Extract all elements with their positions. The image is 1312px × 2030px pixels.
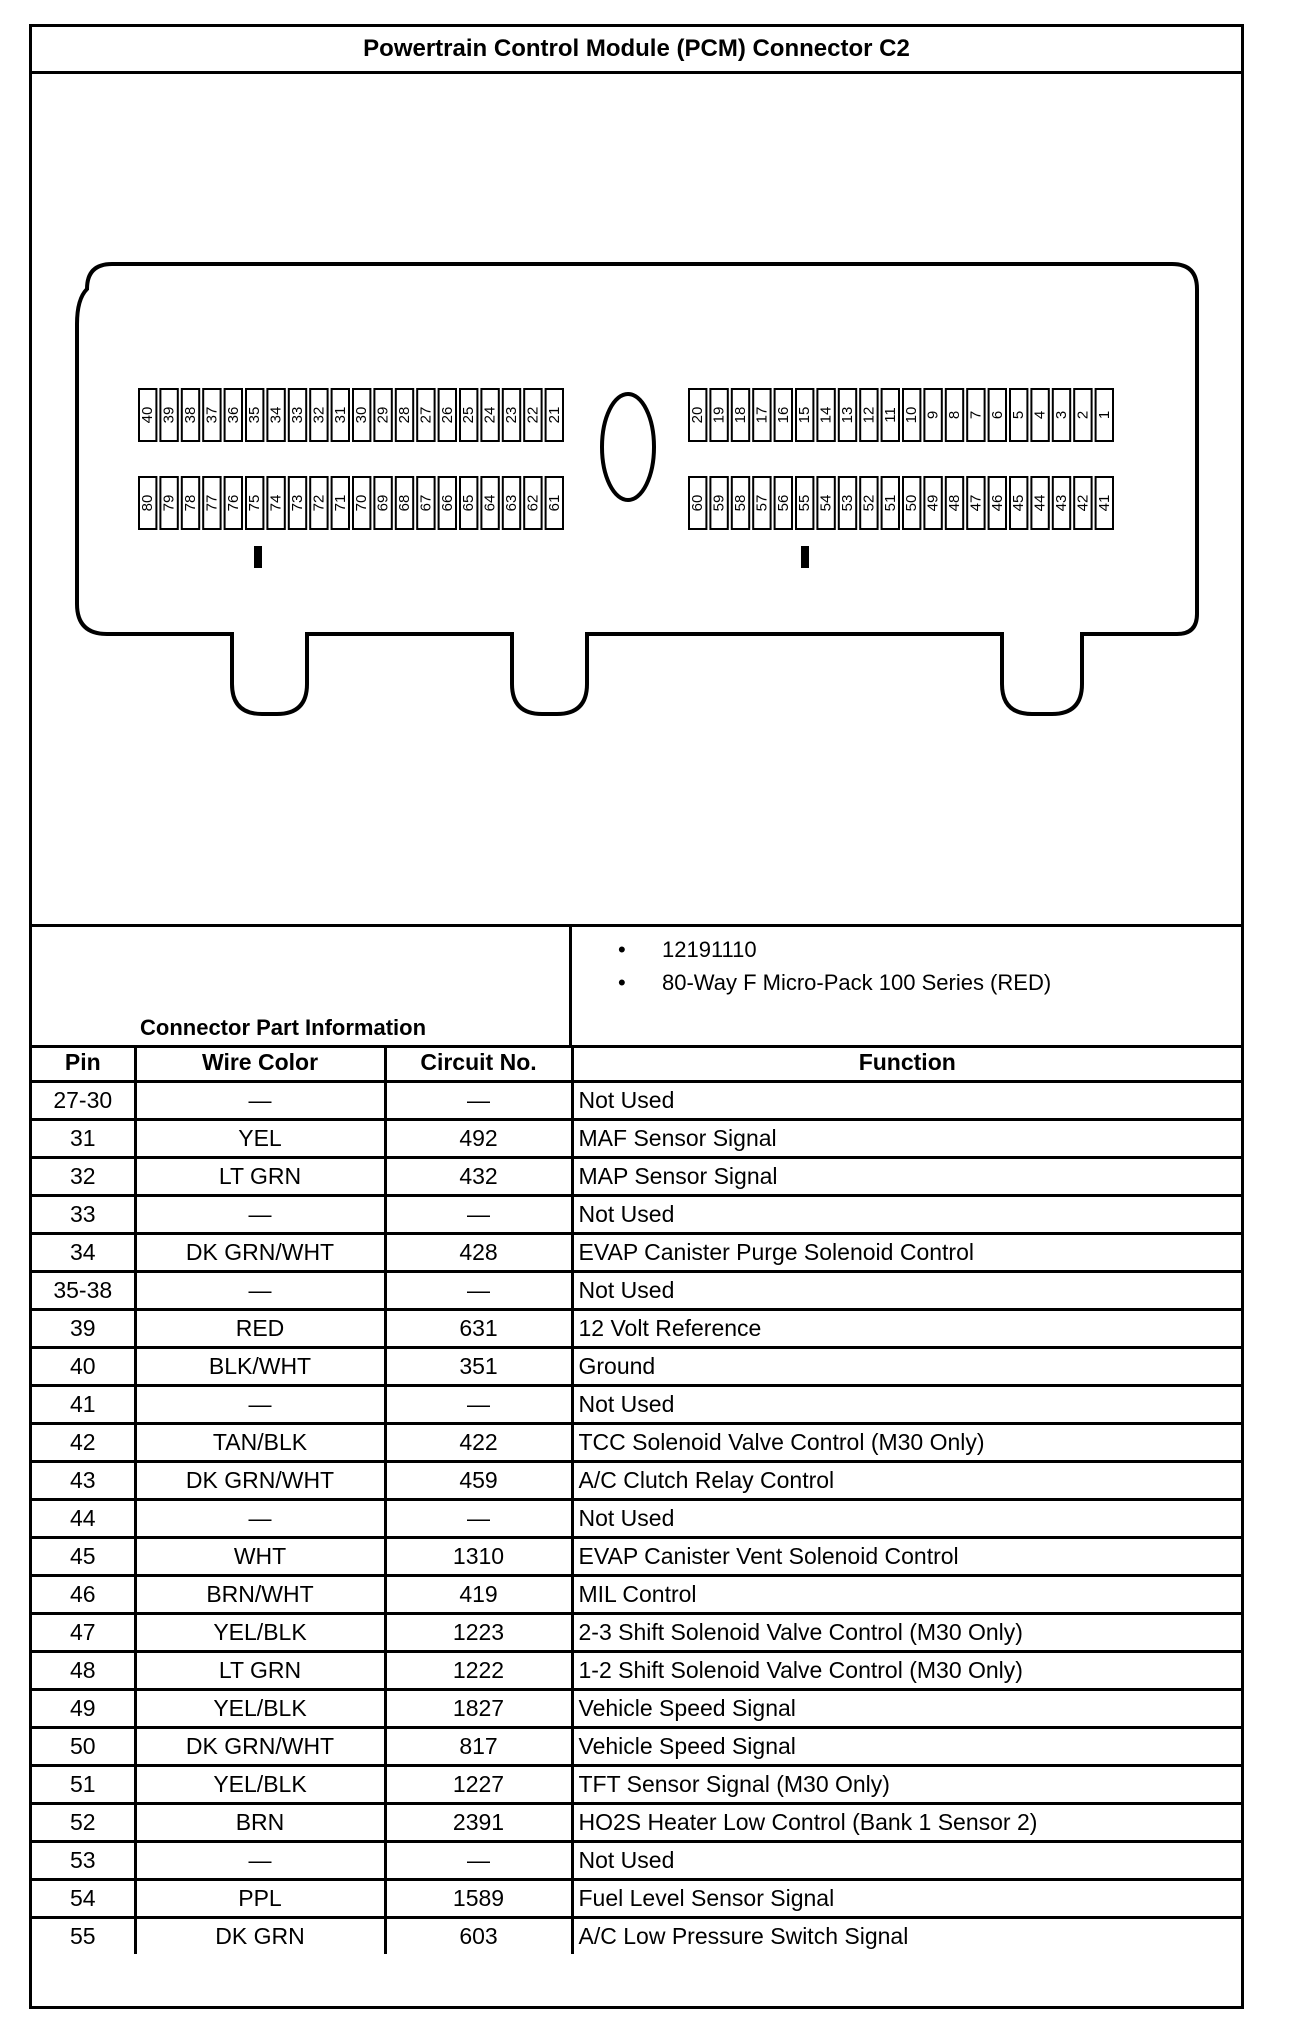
pin-cell	[503, 389, 520, 441]
wire-color-cell: DK GRN	[135, 1918, 385, 1955]
pin-number: 79	[160, 494, 178, 512]
pin-number: 21	[545, 406, 563, 424]
pin-cell	[246, 477, 263, 529]
pin-cell	[839, 389, 856, 441]
table-row	[32, 1766, 1241, 1804]
pin-cell: 41	[32, 1386, 135, 1424]
pin-cell	[246, 389, 263, 441]
circuit-no-cell: —	[385, 1500, 572, 1538]
pin-number: 43	[1053, 494, 1070, 512]
pin-cell	[775, 389, 792, 441]
pin-cell: 34	[32, 1234, 135, 1272]
pin-number: 32	[310, 406, 328, 424]
wire-color-cell: —	[135, 1842, 385, 1880]
pin-cell	[310, 389, 327, 441]
table-row	[32, 1918, 1241, 1955]
wire-color-cell: YEL/BLK	[135, 1690, 385, 1728]
pin-number: 60	[689, 494, 707, 512]
table-row	[32, 1424, 1241, 1462]
pin-number: 33	[289, 406, 306, 424]
pin-number: 69	[374, 494, 392, 512]
wire-color-cell: BLK/WHT	[135, 1348, 385, 1386]
pin-number: 27	[417, 406, 435, 424]
table-row	[32, 1500, 1241, 1538]
pin-number: 48	[946, 494, 963, 512]
pin-number: 16	[774, 406, 792, 424]
part-info-label-cell	[32, 927, 572, 1045]
pin-cell	[860, 389, 877, 441]
pin-cell: 35-38	[32, 1272, 135, 1310]
table-row	[32, 1576, 1241, 1614]
wire-color-cell: —	[135, 1272, 385, 1310]
header-pin: Pin	[32, 1045, 135, 1082]
wire-color-cell: LT GRN	[135, 1158, 385, 1196]
circuit-no-cell: 1227	[385, 1766, 572, 1804]
pin-number: 25	[460, 406, 478, 424]
pin-number: 13	[839, 406, 856, 424]
pin-cell	[439, 389, 456, 441]
pin-cell	[417, 477, 434, 529]
table-row	[32, 1880, 1241, 1918]
pin-number: 49	[924, 494, 942, 512]
pin-cell	[225, 389, 242, 441]
pin-number: 20	[689, 406, 707, 424]
wire-color-cell: YEL	[135, 1120, 385, 1158]
connector-diagram	[32, 74, 1241, 924]
table-row	[32, 1462, 1241, 1500]
wire-color-cell: LT GRN	[135, 1652, 385, 1690]
pin-number: 40	[139, 406, 157, 424]
function-cell: 1-2 Shift Solenoid Valve Control (M30 Only)	[572, 1652, 1241, 1690]
function-cell: 2-3 Shift Solenoid Valve Control (M30 Only)	[572, 1614, 1241, 1652]
pin-number: 64	[481, 494, 499, 512]
circuit-no-cell: —	[385, 1386, 572, 1424]
pin-number: 45	[1010, 494, 1028, 512]
pin-cell	[439, 477, 456, 529]
pin-cell	[1096, 389, 1113, 441]
pin-cell	[946, 477, 963, 529]
pin-cell	[460, 389, 477, 441]
pin-cell	[924, 477, 941, 529]
table-row	[32, 1272, 1241, 1310]
pin-cell	[689, 389, 706, 441]
pin-cell	[732, 477, 749, 529]
pin-cell: 49	[32, 1690, 135, 1728]
pin-cell: 51	[32, 1766, 135, 1804]
pin-number: 18	[732, 406, 749, 424]
table-row	[32, 1120, 1241, 1158]
circuit-no-cell: 422	[385, 1424, 572, 1462]
pin-cell: 40	[32, 1348, 135, 1386]
part-info-list	[622, 933, 1051, 999]
pin-cell	[967, 477, 984, 529]
pin-cell	[1096, 477, 1113, 529]
pin-number: 65	[460, 494, 478, 512]
function-cell: Ground	[572, 1348, 1241, 1386]
wire-color-cell: DK GRN/WHT	[135, 1462, 385, 1500]
pin-cell	[753, 389, 770, 441]
wire-color-cell: DK GRN/WHT	[135, 1728, 385, 1766]
pin-number: 2	[1074, 410, 1092, 420]
pin-cell	[160, 389, 177, 441]
table-row	[32, 1310, 1241, 1348]
pin-cell	[817, 477, 834, 529]
pin-number: 37	[203, 406, 221, 424]
pin-number: 17	[753, 406, 771, 424]
pin-number: 28	[396, 406, 413, 424]
pin-number: 72	[310, 494, 328, 512]
pin-cell	[710, 389, 727, 441]
function-cell: Not Used	[572, 1386, 1241, 1424]
table-row	[32, 1842, 1241, 1880]
pin-cell	[396, 389, 413, 441]
pin-cell: 27-30	[32, 1082, 135, 1120]
function-cell: Not Used	[572, 1272, 1241, 1310]
pin-number: 77	[203, 494, 221, 512]
pin-cell: 48	[32, 1652, 135, 1690]
pin-number: 23	[503, 406, 520, 424]
pin-cell	[796, 477, 813, 529]
pin-number: 31	[331, 406, 349, 424]
pin-cell: 33	[32, 1196, 135, 1234]
connector-sheet	[29, 24, 1244, 2009]
pin-cell	[882, 477, 899, 529]
pin-cell	[225, 477, 242, 529]
pin-cell	[710, 477, 727, 529]
wire-color-cell: —	[135, 1386, 385, 1424]
part-number: • 12191110	[622, 933, 1051, 966]
table-row	[32, 1234, 1241, 1272]
pin-cell	[903, 389, 920, 441]
pin-cell	[182, 477, 199, 529]
circuit-no-cell: 419	[385, 1576, 572, 1614]
table-row	[32, 1690, 1241, 1728]
pin-cell	[374, 389, 391, 441]
table-row	[32, 1652, 1241, 1690]
pin-number: 73	[289, 494, 306, 512]
function-cell: 12 Volt Reference	[572, 1310, 1241, 1348]
pin-cell	[732, 389, 749, 441]
function-cell: MIL Control	[572, 1576, 1241, 1614]
pin-cell	[924, 389, 941, 441]
pin-number: 71	[331, 494, 349, 512]
pin-cell	[989, 477, 1006, 529]
table-row	[32, 1158, 1241, 1196]
pin-number: 55	[796, 494, 814, 512]
pin-number: 11	[881, 407, 899, 423]
circuit-no-cell: 351	[385, 1348, 572, 1386]
pin-number: 47	[967, 494, 985, 512]
pin-cell	[182, 389, 199, 441]
pin-cell	[546, 477, 563, 529]
wire-color-cell: BRN	[135, 1804, 385, 1842]
connector-part-information	[32, 924, 1241, 1048]
pin-number: 50	[903, 494, 921, 512]
function-cell: Not Used	[572, 1082, 1241, 1120]
circuit-no-cell: —	[385, 1272, 572, 1310]
pin-number: 15	[796, 406, 814, 424]
pin-cell	[417, 389, 434, 441]
pin-number: 51	[881, 494, 899, 512]
pin-number: 54	[817, 494, 835, 512]
pin-cell	[203, 389, 220, 441]
function-cell: A/C Clutch Relay Control	[572, 1462, 1241, 1500]
pin-cell: 46	[32, 1576, 135, 1614]
function-cell: MAF Sensor Signal	[572, 1120, 1241, 1158]
pin-cell	[524, 389, 541, 441]
circuit-no-cell: —	[385, 1842, 572, 1880]
pin-cell	[967, 389, 984, 441]
pin-cell	[524, 477, 541, 529]
pin-cell: 47	[32, 1614, 135, 1652]
pin-number: 30	[353, 406, 371, 424]
pinout-table	[32, 1045, 1241, 1954]
pin-number: 46	[988, 494, 1006, 512]
pin-number: 1	[1095, 410, 1113, 420]
circuit-no-cell: 1310	[385, 1538, 572, 1576]
pin-number: 78	[182, 494, 199, 512]
wire-color-cell: —	[135, 1082, 385, 1120]
circuit-no-cell: 2391	[385, 1804, 572, 1842]
pin-number: 5	[1010, 410, 1028, 420]
pin-cell	[1053, 389, 1070, 441]
pin-cell	[903, 477, 920, 529]
pin-number: 36	[224, 406, 242, 424]
table-row	[32, 1728, 1241, 1766]
pin-cell	[1031, 389, 1048, 441]
pin-number: 41	[1095, 494, 1113, 512]
function-cell: EVAP Canister Vent Solenoid Control	[572, 1538, 1241, 1576]
pin-number: 75	[246, 494, 264, 512]
pin-number: 70	[353, 494, 371, 512]
pin-cell	[353, 389, 370, 441]
wire-color-cell: YEL/BLK	[135, 1766, 385, 1804]
pin-number: 10	[903, 406, 921, 424]
pin-number: 6	[988, 410, 1006, 420]
pin-cell	[1074, 477, 1091, 529]
pin-number: 63	[503, 494, 520, 512]
circuit-no-cell: 432	[385, 1158, 572, 1196]
pin-cell	[353, 477, 370, 529]
function-cell: EVAP Canister Purge Solenoid Control	[572, 1234, 1241, 1272]
center-key-hole	[602, 394, 654, 500]
wire-color-cell: RED	[135, 1310, 385, 1348]
pin-cell: 50	[32, 1728, 135, 1766]
wire-color-cell: BRN/WHT	[135, 1576, 385, 1614]
pin-cell: 53	[32, 1842, 135, 1880]
pin-number: 58	[732, 494, 749, 512]
table-row	[32, 1196, 1241, 1234]
function-cell: Not Used	[572, 1196, 1241, 1234]
pin-number: 42	[1074, 494, 1092, 512]
pin-cell	[1053, 477, 1070, 529]
pin-cell: 44	[32, 1500, 135, 1538]
header-function: Function	[572, 1045, 1241, 1082]
pin-cell	[839, 477, 856, 529]
right-polarity-mark	[801, 546, 809, 568]
connector-description: • 80-Way F Micro-Pack 100 Series (RED)	[622, 966, 1051, 999]
part-info-label: Connector Part Information	[140, 1015, 427, 1040]
function-cell: HO2S Heater Low Control (Bank 1 Sensor 2)	[572, 1804, 1241, 1842]
wire-color-cell: —	[135, 1196, 385, 1234]
pin-cell	[160, 477, 177, 529]
page-title: Powertrain Control Module (PCM) Connector C2	[32, 27, 1241, 74]
pin-cell	[267, 389, 284, 441]
pin-cell: 32	[32, 1158, 135, 1196]
table-header-row	[32, 1045, 1241, 1082]
pin-number: 24	[481, 406, 499, 424]
pin-cell	[481, 389, 498, 441]
pin-cell	[481, 477, 498, 529]
pin-number: 29	[374, 406, 392, 424]
pin-number: 67	[417, 494, 435, 512]
pin-cell: 55	[32, 1918, 135, 1955]
pin-number: 62	[524, 494, 542, 512]
circuit-no-cell: 1589	[385, 1880, 572, 1918]
wire-color-cell: WHT	[135, 1538, 385, 1576]
pin-number: 59	[710, 494, 728, 512]
pin-number: 12	[860, 406, 878, 424]
pin-cell	[817, 389, 834, 441]
pin-number: 53	[839, 494, 856, 512]
pin-cell	[989, 389, 1006, 441]
pin-cell	[267, 477, 284, 529]
function-cell: TFT Sensor Signal (M30 Only)	[572, 1766, 1241, 1804]
pin-number: 8	[946, 410, 963, 420]
wire-color-cell: —	[135, 1500, 385, 1538]
function-cell: Fuel Level Sensor Signal	[572, 1880, 1241, 1918]
pin-cell	[203, 477, 220, 529]
table-row	[32, 1386, 1241, 1424]
header-circuit-no: Circuit No.	[385, 1045, 572, 1082]
circuit-no-cell: 631	[385, 1310, 572, 1348]
pin-number: 26	[438, 406, 456, 424]
circuit-no-cell: 1827	[385, 1690, 572, 1728]
pin-number: 76	[224, 494, 242, 512]
circuit-no-cell: 428	[385, 1234, 572, 1272]
wire-color-cell: TAN/BLK	[135, 1424, 385, 1462]
pin-cell	[1010, 477, 1027, 529]
function-cell: MAP Sensor Signal	[572, 1158, 1241, 1196]
pin-number: 39	[160, 406, 178, 424]
table-row	[32, 1538, 1241, 1576]
function-cell: A/C Low Pressure Switch Signal	[572, 1918, 1241, 1955]
pin-number: 38	[182, 406, 199, 424]
pin-number: 19	[710, 406, 728, 424]
function-cell: Vehicle Speed Signal	[572, 1690, 1241, 1728]
function-cell: TCC Solenoid Valve Control (M30 Only)	[572, 1424, 1241, 1462]
function-cell: Not Used	[572, 1842, 1241, 1880]
pin-cell	[1031, 477, 1048, 529]
pin-cell	[753, 477, 770, 529]
circuit-no-cell: 492	[385, 1120, 572, 1158]
pin-number: 35	[246, 406, 264, 424]
pin-cell	[796, 389, 813, 441]
pin-number: 14	[817, 406, 835, 424]
pin-number: 68	[396, 494, 413, 512]
pin-cell: 31	[32, 1120, 135, 1158]
pin-cell	[860, 477, 877, 529]
pin-cell	[1074, 389, 1091, 441]
pin-cell	[332, 477, 349, 529]
pin-cell	[374, 477, 391, 529]
pin-cell	[503, 477, 520, 529]
pin-number: 57	[753, 494, 771, 512]
pin-cell	[460, 477, 477, 529]
header-wire-color: Wire Color	[135, 1045, 385, 1082]
pin-cell	[310, 477, 327, 529]
table-row	[32, 1348, 1241, 1386]
pin-cell: 54	[32, 1880, 135, 1918]
table-row	[32, 1082, 1241, 1120]
pin-number: 74	[267, 494, 285, 512]
pin-cell: 39	[32, 1310, 135, 1348]
wire-color-cell: PPL	[135, 1880, 385, 1918]
pin-cell	[289, 389, 306, 441]
pin-number: 7	[967, 410, 985, 420]
circuit-no-cell: 1222	[385, 1652, 572, 1690]
table-row	[32, 1614, 1241, 1652]
pin-number: 61	[545, 494, 563, 512]
circuit-no-cell: 603	[385, 1918, 572, 1955]
pin-cell	[1010, 389, 1027, 441]
left-polarity-mark	[254, 546, 262, 568]
pin-number: 3	[1053, 410, 1070, 420]
table-row	[32, 1804, 1241, 1842]
circuit-no-cell: —	[385, 1082, 572, 1120]
pin-cell: 43	[32, 1462, 135, 1500]
pin-cell	[396, 477, 413, 529]
function-cell: Not Used	[572, 1500, 1241, 1538]
pin-number: 52	[860, 494, 878, 512]
pin-cell	[546, 389, 563, 441]
circuit-no-cell: —	[385, 1196, 572, 1234]
pin-number: 44	[1031, 494, 1049, 512]
pin-number: 56	[774, 494, 792, 512]
pin-cell	[689, 477, 706, 529]
pin-cell: 42	[32, 1424, 135, 1462]
wire-color-cell: DK GRN/WHT	[135, 1234, 385, 1272]
pin-number: 4	[1031, 410, 1049, 420]
circuit-no-cell: 1223	[385, 1614, 572, 1652]
pin-number: 80	[139, 494, 157, 512]
pin-cell	[139, 389, 156, 441]
pin-cell	[289, 477, 306, 529]
pin-cell: 45	[32, 1538, 135, 1576]
circuit-no-cell: 817	[385, 1728, 572, 1766]
pin-number: 66	[438, 494, 456, 512]
pin-number: 9	[924, 410, 942, 420]
pin-cell	[332, 389, 349, 441]
pin-cell	[882, 389, 899, 441]
pin-cell	[139, 477, 156, 529]
pin-number: 22	[524, 406, 542, 424]
circuit-no-cell: 459	[385, 1462, 572, 1500]
pin-number: 34	[267, 406, 285, 424]
wire-color-cell: YEL/BLK	[135, 1614, 385, 1652]
pin-cell: 52	[32, 1804, 135, 1842]
pin-cell	[775, 477, 792, 529]
function-cell: Vehicle Speed Signal	[572, 1728, 1241, 1766]
pin-cell	[946, 389, 963, 441]
